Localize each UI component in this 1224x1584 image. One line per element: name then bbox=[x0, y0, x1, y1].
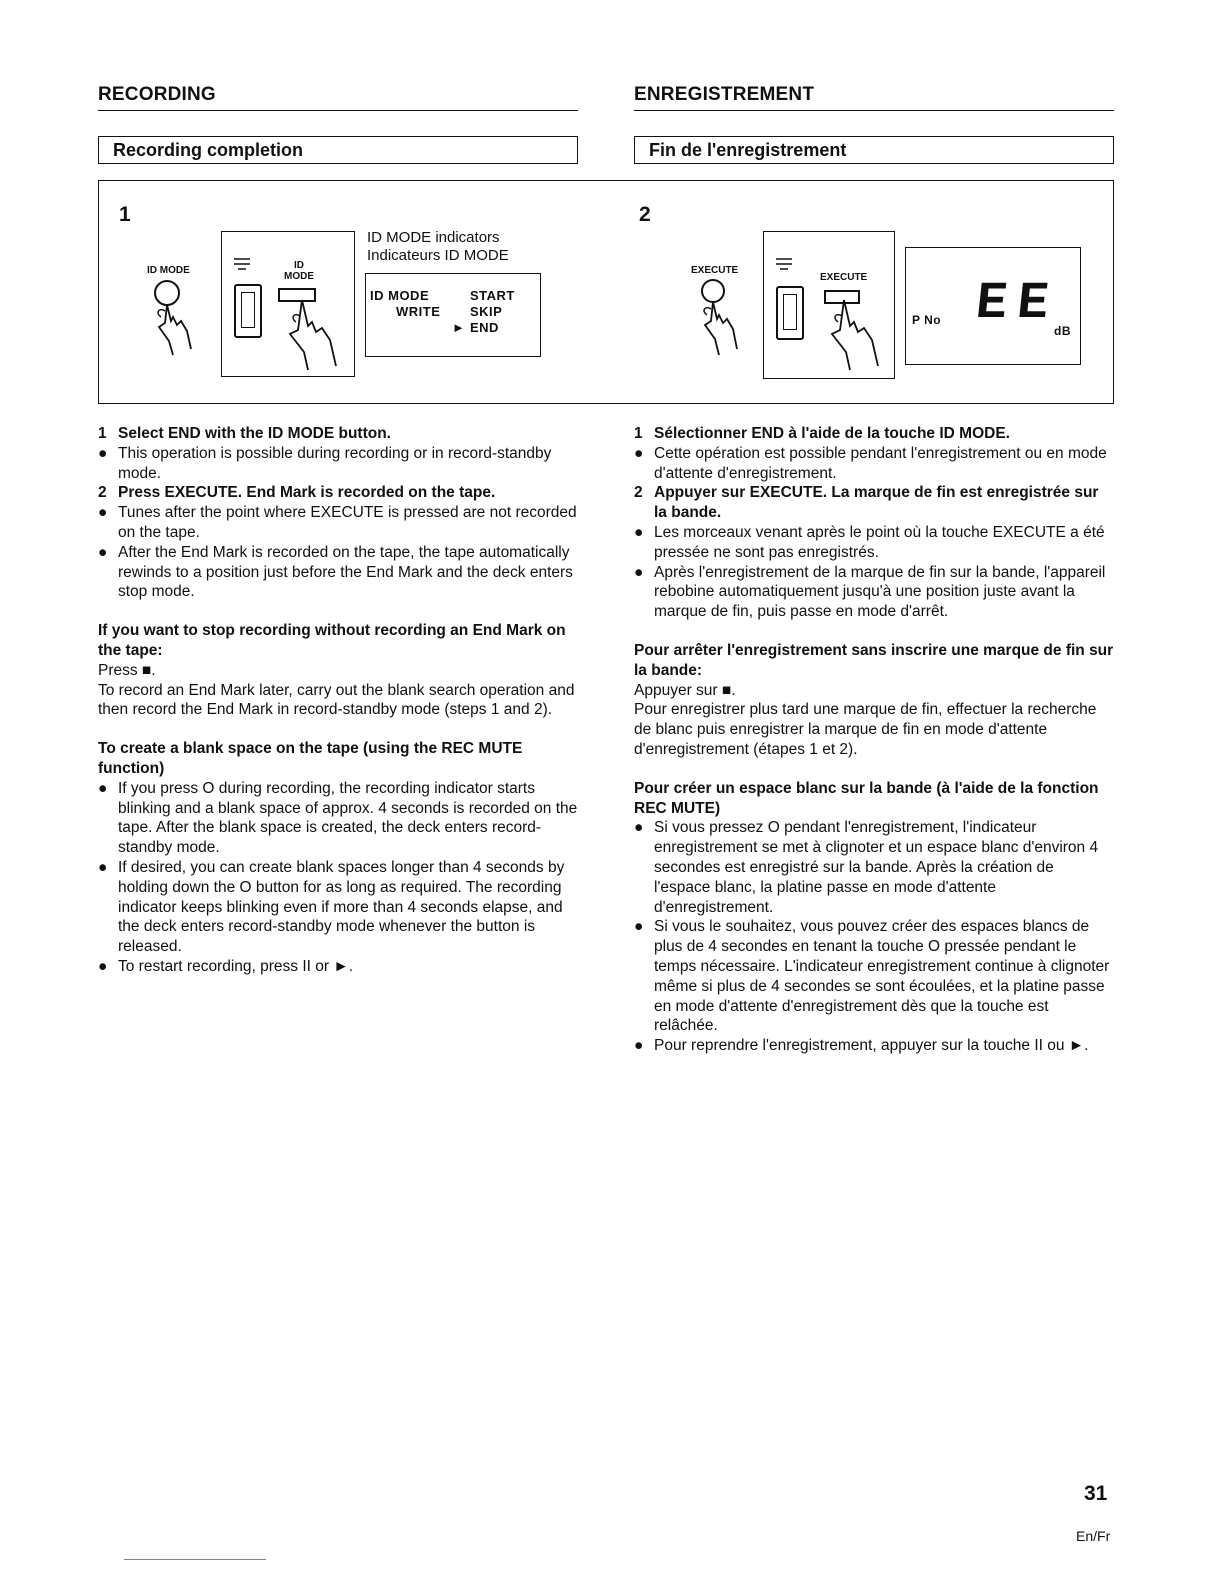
panel-id-mode-label bbox=[284, 260, 314, 282]
en-stop-heading: If you want to stop recording without recording an End Mark on the tape: bbox=[98, 622, 566, 659]
fr-step1-bullet: Cette opération est possible pendant l'enregistrement ou en mode d'attente d'enregistrement. bbox=[654, 444, 1107, 482]
en-blank-bullet3: To restart recording, press II or ►. bbox=[118, 957, 354, 975]
divider-fr bbox=[634, 110, 1114, 111]
display-arrow: ► bbox=[452, 320, 466, 335]
subtitle-en: Recording completion bbox=[113, 140, 304, 160]
finger-press-icon bbox=[286, 296, 348, 372]
section-title-en: RECORDING bbox=[98, 84, 216, 105]
tape-reel-icon bbox=[230, 256, 254, 272]
en-step1-heading: Select END with the ID MODE button. bbox=[118, 425, 391, 442]
list-item bbox=[634, 917, 1114, 1036]
list-item bbox=[98, 543, 578, 602]
en-step2-num: 2 bbox=[98, 484, 107, 502]
fr-blank-bullet2: Si vous le souhaitez, vous pouvez créer des espaces blancs de plus de 4 secondes en tenant la touche O pressée pendant le temps nécessaire. L'indicateur enregistrement continue à clignoter même si plus de 4 secondes se sont écoulées, et la platine passe en mode d'attente d'enregistrement dès que la touche est relâchée. bbox=[654, 918, 1110, 1035]
program-display bbox=[905, 247, 1081, 365]
en-step2-bullet2: After the End Mark is recorded on the tape, the tape automatically rewinds to a position just before the End Mark and the deck enters stop mode. bbox=[118, 543, 573, 601]
bullet-icon: ● bbox=[98, 957, 108, 975]
id-mode-label: ID MODE bbox=[147, 265, 190, 276]
bullet-icon: ● bbox=[98, 504, 108, 522]
panel-label-id: ID bbox=[294, 260, 304, 271]
fr-stop-text: Pour enregistrer plus tard une marque de fin, effectuer la recherche de blanc puis enregistrer la marque de fin en mode d'attente d'enregistrement (étapes 1 et 2). bbox=[634, 701, 1097, 758]
id-mode-panel bbox=[221, 231, 355, 377]
list-item bbox=[634, 1036, 1114, 1056]
execute-label: EXECUTE bbox=[691, 265, 739, 276]
bullet-icon: ● bbox=[634, 563, 644, 581]
fr-step2-bullet1: Les morceaux venant après le point où la touche EXECUTE a été pressée ne sont pas enregistrés. bbox=[654, 523, 1105, 561]
fr-step2-num: 2 bbox=[634, 484, 643, 502]
bullet-icon: ● bbox=[98, 858, 108, 876]
en-step1-bullet: This operation is possible during recording or in record-standby mode. bbox=[118, 444, 552, 482]
list-item bbox=[98, 503, 578, 543]
en-step2 bbox=[98, 483, 578, 503]
cassette-door bbox=[234, 284, 262, 338]
display-end: END bbox=[470, 320, 499, 335]
bullet-icon: ● bbox=[98, 543, 108, 561]
fr-step1 bbox=[634, 424, 1114, 444]
display-db: dB bbox=[1054, 324, 1071, 338]
cassette-window bbox=[241, 292, 255, 328]
display-skip: SKIP bbox=[470, 304, 503, 319]
bullet-icon: ● bbox=[98, 444, 108, 462]
figure-step2-number: 2 bbox=[639, 203, 651, 226]
finger-press-icon bbox=[828, 296, 890, 372]
caption-en: ID MODE indicators bbox=[367, 229, 500, 246]
panel-execute-label: EXECUTE bbox=[820, 272, 868, 283]
list-item bbox=[634, 444, 1114, 484]
list-item bbox=[98, 858, 578, 957]
panel-label-mode: MODE bbox=[284, 271, 314, 282]
finger-press-icon bbox=[693, 277, 765, 357]
fr-blank-bullet3: Pour reprendre l'enregistrement, appuyer sur la touche II ou ►. bbox=[654, 1037, 1089, 1055]
list-item bbox=[634, 818, 1114, 917]
bullet-icon: ● bbox=[634, 819, 644, 837]
en-step1-num: 1 bbox=[98, 425, 107, 442]
en-blank-bullet2: If desired, you can create blank spaces longer than 4 seconds by holding down the O button for as long as required. The recording indicator keeps blinking even if more than 4 seconds elapse, and the deck enters record-standby mode whenever the button is released. bbox=[118, 858, 565, 956]
bullet-icon: ● bbox=[634, 918, 644, 936]
bullet-icon: ● bbox=[634, 1037, 644, 1055]
execute-panel bbox=[763, 231, 895, 379]
english-column bbox=[98, 424, 578, 977]
divider-en bbox=[98, 110, 578, 111]
fr-step1-heading: Sélectionner END à l'aide de la touche ID MODE. bbox=[654, 425, 1010, 442]
french-column bbox=[634, 424, 1114, 1056]
fr-stop-press: Appuyer sur ■. bbox=[634, 681, 736, 699]
fr-stop-heading: Pour arrêter l'enregistrement sans inscrire une marque de fin sur la bande: bbox=[634, 641, 1114, 679]
fr-step2-bullet2: Après l'enregistrement de la marque de fin sur la bande, l'appareil rebobine automatiquement jusqu'à une position juste avant la marque de fin, puis passe en mode d'arrêt. bbox=[654, 563, 1106, 621]
list-item bbox=[634, 563, 1114, 622]
tape-reel-icon bbox=[772, 256, 796, 272]
id-mode-display bbox=[365, 273, 541, 357]
subtitle-box-en bbox=[98, 136, 578, 164]
list-item bbox=[98, 444, 578, 484]
operation-figure bbox=[98, 180, 1114, 404]
fr-blank-bullet1: Si vous pressez O pendant l'enregistrement, l'indicateur enregistrement se met à clignoter et un espace blanc d'environ 4 secondes est enregistré sur la bande. Après la création de l'espace blanc, la platine passe en mode d'attente d'enregistrement. bbox=[654, 819, 1099, 916]
fr-blank-heading: Pour créer un espace blanc sur la bande (à l'aide de la fonction REC MUTE) bbox=[634, 779, 1099, 817]
en-stop-press: Press ■. bbox=[98, 661, 156, 679]
list-item bbox=[98, 779, 578, 858]
en-step1 bbox=[98, 424, 578, 444]
bullet-icon: ● bbox=[634, 444, 644, 462]
display-id-mode: ID MODE bbox=[370, 288, 430, 303]
display-write: WRITE bbox=[396, 304, 441, 319]
fr-step1-num: 1 bbox=[634, 425, 643, 442]
en-step2-bullet1: Tunes after the point where EXECUTE is pressed are not recorded on the tape. bbox=[118, 504, 577, 541]
bullet-icon: ● bbox=[634, 523, 644, 541]
fr-step2 bbox=[634, 483, 1114, 523]
caption-fr: Indicateurs ID MODE bbox=[367, 247, 509, 264]
id-mode-indicators-caption bbox=[367, 229, 509, 265]
bullet-icon: ● bbox=[98, 779, 108, 797]
display-p-no: P No bbox=[912, 313, 942, 327]
figure-step1-number: 1 bbox=[119, 203, 131, 226]
list-item bbox=[98, 957, 578, 977]
display-readout: EE bbox=[972, 274, 1062, 333]
en-blank-heading: To create a blank space on the tape (using the REC MUTE function) bbox=[98, 740, 523, 777]
en-stop-text: To record an End Mark later, carry out the blank search operation and then record the End Mark in record-standby mode (steps 1 and 2). bbox=[98, 681, 575, 719]
cassette-door bbox=[776, 286, 804, 340]
page-number: 31 bbox=[1084, 1482, 1108, 1505]
subtitle-box-fr bbox=[634, 136, 1114, 164]
subtitle-fr: Fin de l'enregistrement bbox=[649, 140, 847, 160]
en-step2-heading: Press EXECUTE. End Mark is recorded on the tape. bbox=[118, 484, 496, 502]
section-title-fr: ENREGISTREMENT bbox=[634, 84, 815, 105]
finger-press-icon bbox=[143, 277, 215, 357]
language-code: En/Fr bbox=[1076, 1528, 1111, 1544]
en-blank-bullet1: If you press O during recording, the recording indicator starts blinking and a blank space of approx. 4 seconds is recorded on the tape. After the blank space is created, the deck enters record-standby mode. bbox=[118, 779, 578, 857]
list-item bbox=[634, 523, 1114, 563]
fr-step2-heading: Appuyer sur EXECUTE. La marque de fin est enregistrée sur la bande. bbox=[654, 484, 1099, 522]
cassette-window bbox=[783, 294, 797, 330]
display-start: START bbox=[470, 288, 515, 303]
footer-rule bbox=[124, 1559, 266, 1560]
